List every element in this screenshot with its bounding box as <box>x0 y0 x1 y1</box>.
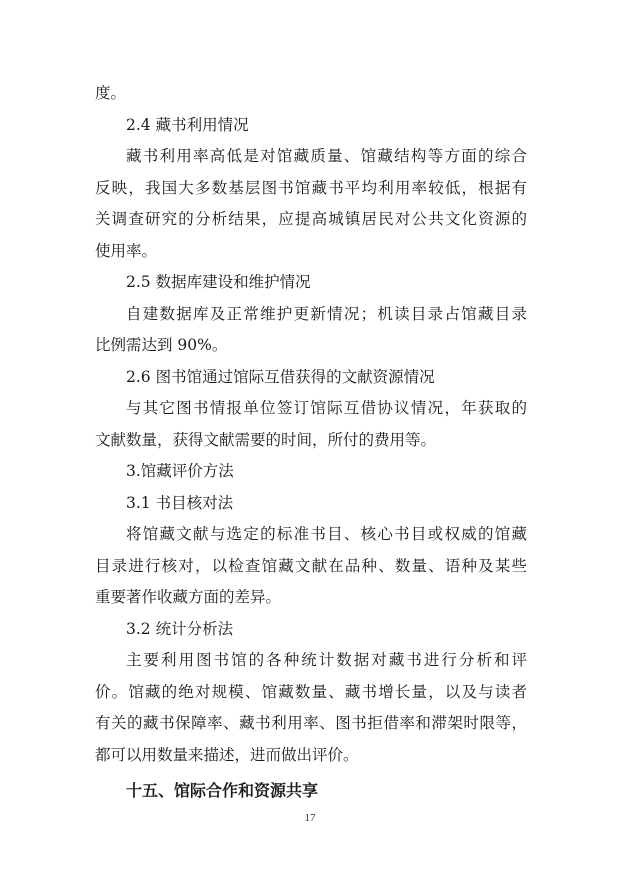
paragraph-line: 有关的藏书保障率、藏书利用率、图书拒借率和滞架时限等， <box>95 714 527 732</box>
paragraph-line-first: 藏书利用率高低是对馆藏质量、馆藏结构等方面的综合 <box>126 147 527 165</box>
paragraph-line: 价。馆藏的绝对规模、馆藏数量、藏书增长量，以及与读者 <box>95 682 527 701</box>
chapter-heading-15: 十五、馆际合作和资源共享 <box>126 781 319 800</box>
paragraph-line-last: 使用率。 <box>95 241 158 260</box>
section-heading-2-5: 2.5 数据库建设和维护情况 <box>126 273 311 291</box>
page-body <box>95 78 527 807</box>
paragraph-line-last: 比例需达到 90%。 <box>95 336 228 354</box>
paragraph-line-last: 都可以用数量来描述，进而做出评价。 <box>95 745 359 764</box>
paragraph-line-first: 将馆藏文献与选定的标准书目、核心书目或权威的馆藏 <box>126 525 527 543</box>
section-heading-3-2: 3.2 统计分析法 <box>126 619 234 638</box>
paragraph-line: 反映，我国大多数基层图书馆藏书平均利用率较低，根据有 <box>95 178 527 197</box>
paragraph-line-last: 文献数量，获得文献需要的时间，所付的费用等。 <box>95 430 437 449</box>
paragraph-line: 关调查研究的分析结果，应提高城镇居民对公共文化资源的 <box>95 210 527 228</box>
section-heading-3-1: 3.1 书目核对法 <box>126 493 234 512</box>
paragraph-line-continuation: 度。 <box>95 84 127 102</box>
paragraph-line-first: 自建数据库及正常维护更新情况；机读目录占馆藏目录 <box>126 304 527 323</box>
section-heading-3: 3.馆藏评价方法 <box>126 462 234 480</box>
paragraph-line: 目录进行核对，以检查馆藏文献在品种、数量、语种及某些 <box>95 556 527 575</box>
section-heading-2-4: 2.4 藏书利用情况 <box>126 115 249 134</box>
paragraph-line-last: 重要著作收藏方面的差异。 <box>95 588 282 606</box>
paragraph-line-first: 主要利用图书馆的各种统计数据对藏书进行分析和评 <box>126 651 527 669</box>
section-heading-2-6: 2.6 图书馆通过馆际互借获得的文献资源情况 <box>126 367 435 386</box>
paragraph-line-first: 与其它图书情报单位签订馆际互借协议情况，年获取的 <box>126 399 527 417</box>
page-number: 17 <box>304 812 316 824</box>
